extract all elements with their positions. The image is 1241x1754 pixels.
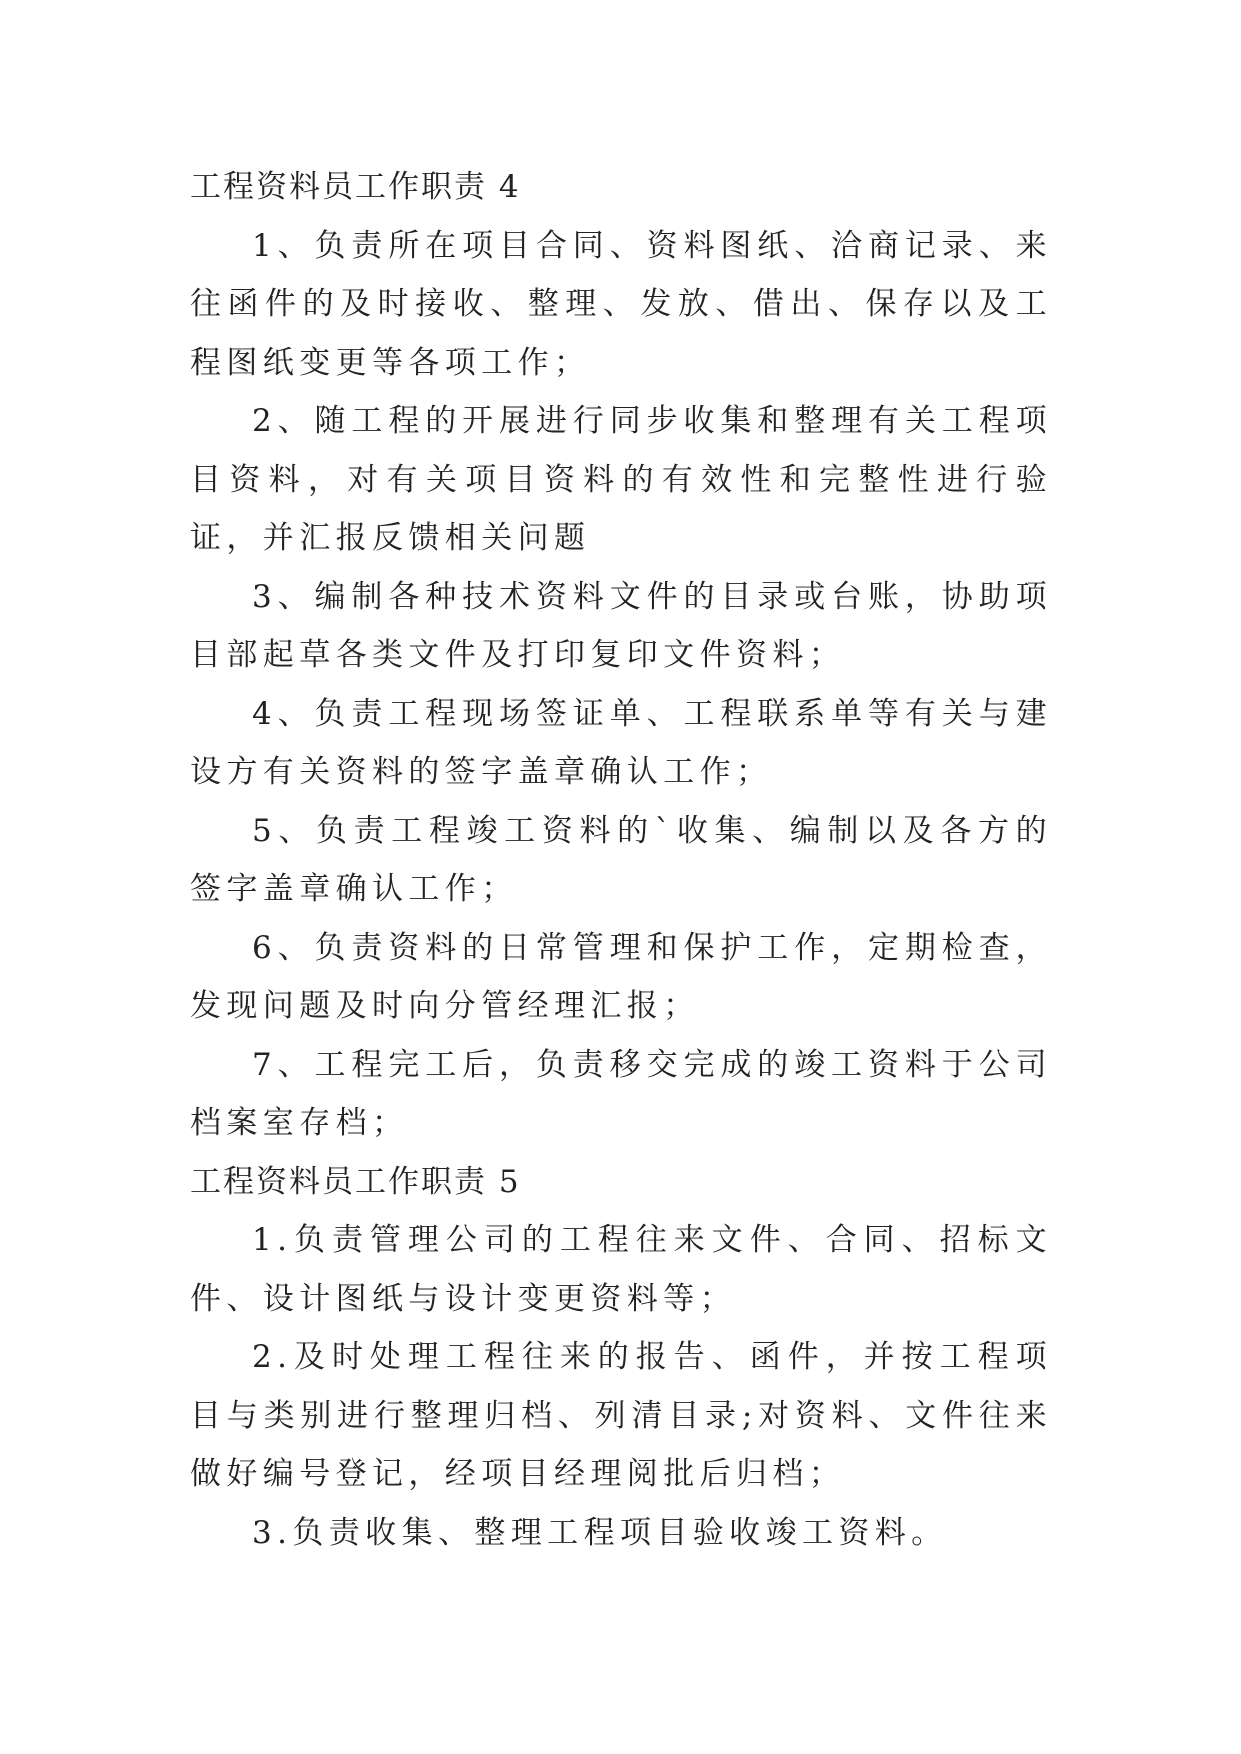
- duty-item: 3.负责收集、整理工程项目验收竣工资料。: [252, 1514, 948, 1551]
- duty-item: 2.及时处理工程往来的报告、函件，并按工程项目与类别进行整理归档、列清目录;对资料、文件往来做好编号登记，经项目经理阅批后归档；: [190, 1339, 1052, 1492]
- duty-item: 4、负责工程现场签证单、工程联系单等有关与建设方有关资料的签字盖章确认工作；: [190, 695, 1052, 790]
- duty-item: 6、负责资料的日常管理和保护工作，定期检查，发现问题及时向分管经理汇报；: [190, 929, 1052, 1024]
- section-heading: 工程资料员工作职责 4: [190, 169, 521, 205]
- duty-item: 3、编制各种技术资料文件的目录或台账，协助项目部起草各类文件及打印复印文件资料；: [190, 578, 1052, 673]
- duty-item: 5、负责工程竣工资料的`收集、编制以及各方的签字盖章确认工作；: [190, 812, 1052, 907]
- duty-item: 1.负责管理公司的工程往来文件、合同、招标文件、设计图纸与设计变更资料等；: [190, 1222, 1052, 1317]
- duty-item: 2、随工程的开展进行同步收集和整理有关工程项目资料，对有关项目资料的有效性和完整性进行验证，并汇报反馈相关问题: [190, 403, 1052, 556]
- section-heading: 工程资料员工作职责 5: [190, 1163, 521, 1200]
- duty-item: 1、负责所在项目合同、资料图纸、洽商记录、来往函件的及时接收、整理、发放、借出、保存以及工程图纸变更等各项工作；: [190, 227, 1052, 381]
- document-body: [190, 158, 1052, 1562]
- duty-item: 7、工程完工后，负责移交完成的竣工资料于公司档案室存档；: [190, 1046, 1052, 1141]
